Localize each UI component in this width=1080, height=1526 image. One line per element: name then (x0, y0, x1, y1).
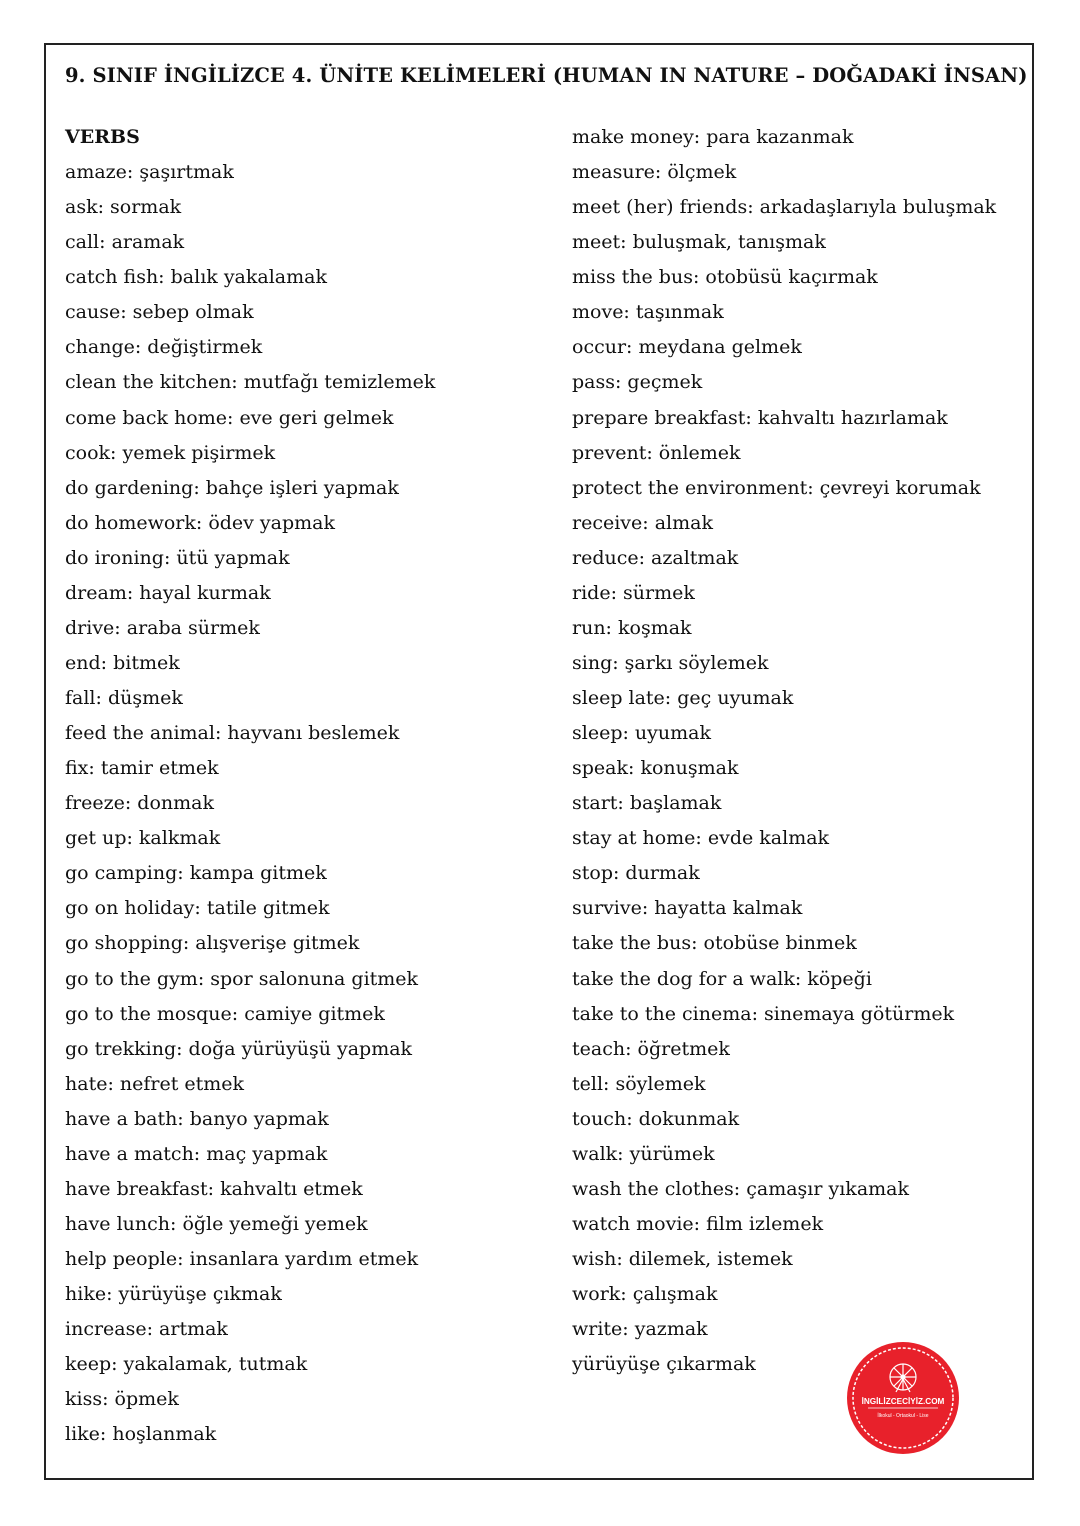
vocab-item: fix: tamir etmek (65, 757, 219, 780)
vocab-item: drive: araba sürmek (65, 616, 260, 639)
vocab-item: speak: konuşmak (572, 757, 739, 780)
vocab-item: clean the kitchen: mutfağı temizlemek (65, 371, 436, 394)
left-column (65, 120, 435, 1452)
right-vocab-list (572, 120, 996, 1382)
vocab-item: hate: nefret etmek (65, 1072, 245, 1095)
vocab-item: occur: meydana gelmek (572, 336, 802, 359)
vocab-item: have lunch: öğle yemeği yemek (65, 1212, 368, 1235)
vocab-item: ask: sormak (65, 196, 182, 219)
vocab-item: change: değiştirmek (65, 336, 263, 359)
vocab-item: go shopping: alışverişe gitmek (65, 932, 360, 955)
right-column (572, 120, 996, 1382)
vocab-item: watch movie: film izlemek (572, 1212, 824, 1235)
vocab-item: meet (her) friends: arkadaşlarıyla buluşmak (572, 196, 997, 219)
vocab-item: run: koşmak (572, 616, 692, 639)
vocab-item: wish: dilemek, istemek (572, 1248, 793, 1270)
vocab-item: sing: şarkı söylemek (572, 651, 769, 674)
vocab-item: go trekking: doğa yürüyüşü yapmak (65, 1037, 413, 1060)
vocab-item: freeze: donmak (65, 792, 214, 815)
vocab-item: go to the gym: spor salonuna gitmek (65, 967, 419, 990)
vocab-item: end: bitmek (65, 651, 180, 674)
vocab-item: stop: durmak (572, 862, 700, 885)
vocab-item: walk: yürümek (572, 1142, 715, 1165)
vocab-item: call: aramak (65, 231, 185, 254)
vocab-item: catch fish: balık yakalamak (65, 266, 327, 289)
vocab-item: measure: ölçmek (572, 161, 737, 184)
left-vocab-list (65, 155, 435, 1452)
vocab-item: cook: yemek pişirmek (65, 441, 276, 464)
vocab-item: have a bath: banyo yapmak (65, 1107, 329, 1130)
vocab-item: take to the cinema: sinemaya götürmek (572, 1002, 955, 1025)
vocab-item: dream: hayal kurmak (65, 581, 271, 604)
vocab-item: reduce: azaltmak (572, 546, 739, 569)
vocab-item: do gardening: bahçe işleri yapmak (65, 476, 399, 499)
vocab-item: fall: düşmek (65, 687, 183, 709)
vocab-item: feed the animal: hayvanı beslemek (65, 722, 400, 745)
logo-text: İNGİLİZCECİYİZ.COM (861, 1397, 945, 1406)
vocab-item: go to the mosque: camiye gitmek (65, 1002, 385, 1025)
vocab-item: get up: kalkmak (65, 827, 221, 850)
vocab-item: prepare breakfast: kahvaltı hazırlamak (572, 406, 948, 429)
vocab-item: touch: dokunmak (572, 1107, 740, 1130)
vocab-item: kiss: öpmek (65, 1388, 179, 1411)
vocab-item: prevent: önlemek (572, 441, 741, 464)
vocab-item: increase: artmak (65, 1318, 228, 1341)
site-logo (846, 1341, 960, 1455)
vocab-item: go on holiday: tatile gitmek (65, 897, 330, 920)
vocab-item: cause: sebep olmak (65, 301, 254, 324)
vocab-item: wash the clothes: çamaşır yıkamak (572, 1177, 910, 1200)
vocab-item: ride: sürmek (572, 581, 695, 604)
vocab-item: teach: öğretmek (572, 1037, 730, 1060)
vocab-item: take the bus: otobüse binmek (572, 932, 857, 955)
vocab-item: do ironing: ütü yapmak (65, 546, 290, 569)
vocab-item: do homework: ödev yapmak (65, 511, 336, 534)
page-title: 9. SINIF İNGİLİZCE 4. ÜNİTE KELİMELERİ (HUMAN IN NATURE – DOĞADAKİ İNSAN) (65, 64, 1028, 87)
logo-tagline: İlkokul - Ortaokul - Lise (877, 1413, 929, 1419)
vocab-item: work: çalışmak (572, 1283, 718, 1306)
vocab-item: sleep late: geç uyumak (572, 687, 794, 709)
vocab-item: sleep: uyumak (572, 722, 711, 745)
vocab-item: help people: insanlara yardım etmek (65, 1248, 419, 1270)
vocab-item: miss the bus: otobüsü kaçırmak (572, 266, 878, 289)
vocab-item: have a match: maç yapmak (65, 1142, 328, 1165)
vocab-item: meet: buluşmak, tanışmak (572, 231, 826, 254)
vocab-item: survive: hayatta kalmak (572, 897, 803, 920)
vocab-item: make money: para kazanmak (572, 126, 854, 148)
vocab-item: pass: geçmek (572, 371, 703, 394)
section-heading: VERBS (65, 126, 140, 148)
vocab-item: move: taşınmak (572, 301, 724, 324)
vocab-item: protect the environment: çevreyi korumak (572, 476, 981, 499)
vocab-item: hike: yürüyüşe çıkmak (65, 1283, 282, 1306)
vocab-item: amaze: şaşırtmak (65, 161, 234, 184)
vocab-item: yürüyüşe çıkarmak (572, 1353, 756, 1376)
vocab-item: go camping: kampa gitmek (65, 862, 327, 885)
vocab-item: start: başlamak (572, 792, 722, 815)
vocab-item: come back home: eve geri gelmek (65, 406, 394, 429)
vocab-item: have breakfast: kahvaltı etmek (65, 1177, 363, 1200)
vocab-item: keep: yakalamak, tutmak (65, 1353, 308, 1376)
vocab-item: write: yazmak (572, 1318, 708, 1341)
vocab-item: tell: söylemek (572, 1072, 706, 1095)
vocab-item: receive: almak (572, 511, 713, 534)
vocab-item: like: hoşlanmak (65, 1423, 217, 1446)
vocab-item: take the dog for a walk: köpeği (572, 967, 872, 990)
vocab-item: stay at home: evde kalmak (572, 827, 830, 850)
